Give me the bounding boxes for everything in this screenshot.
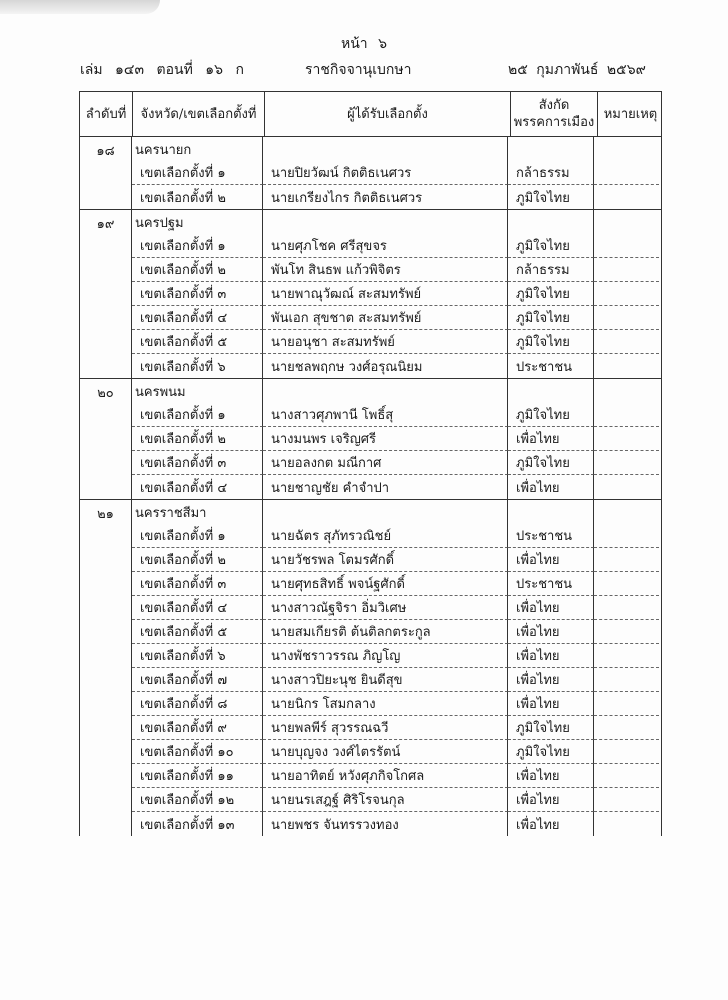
member-name: นายชาญชัย คำจำปา [263, 475, 508, 499]
party-name: เพื่อไทย [508, 596, 594, 620]
party-name: เพื่อไทย [508, 692, 594, 716]
empty-cell [80, 548, 132, 572]
note-cell [594, 451, 659, 475]
scan-shadow [0, 0, 160, 14]
table-row [80, 740, 661, 764]
district-cell: เขตเลือกตั้งที่ ๑ [132, 161, 263, 185]
gazette-date: ๒๕ กุมภาพันธ์ ๒๕๖๙ [508, 62, 646, 78]
table-row [80, 668, 661, 692]
header-province: จังหวัด/เขตเลือกตั้งที่ [133, 92, 265, 136]
table-row [80, 524, 661, 548]
table-row [80, 234, 661, 258]
member-name: นายนิกร โสมกลาง [263, 692, 508, 716]
district-cell: เขตเลือกตั้งที่ ๔ [132, 306, 263, 330]
member-name: นายวัชรพล โตมรศักดิ์ [263, 548, 508, 572]
empty-cell [80, 740, 132, 764]
province-name: นครปฐม [132, 210, 263, 234]
member-name: นางมนพร เจริญศรี [263, 427, 508, 451]
party-name: เพื่อไทย [508, 644, 594, 668]
province-group [80, 137, 661, 210]
empty-cell [80, 451, 132, 475]
province-name: นครพนม [132, 379, 263, 403]
gazette-volume: เล่ม ๑๔๓ ตอนที่ ๑๖ ก [80, 62, 244, 78]
table-row [80, 692, 661, 716]
party-name: ภูมิใจไทย [508, 716, 594, 740]
party-name: ประชาชน [508, 572, 594, 596]
province-group [80, 210, 661, 379]
province-name: นครนายก [132, 137, 263, 161]
empty-cell [594, 379, 659, 403]
district-cell: เขตเลือกตั้งที่ ๑ [132, 234, 263, 258]
member-name: พันโท สินธพ แก้วพิจิตร [263, 258, 508, 282]
table-row [80, 210, 661, 234]
district-cell: เขตเลือกตั้งที่ ๓ [132, 451, 263, 475]
member-name: นายพชร จันทรรวงทอง [263, 812, 508, 836]
note-cell [594, 572, 659, 596]
note-cell [594, 644, 659, 668]
province-name: นครราชสีมา [132, 500, 263, 524]
member-name: นายอนุชา สะสมทรัพย์ [263, 330, 508, 354]
table-row [80, 258, 661, 282]
district-cell: เขตเลือกตั้งที่ ๕ [132, 620, 263, 644]
member-name: นางสาวศุภพานี โพธิ์สุ [263, 403, 508, 427]
district-cell: เขตเลือกตั้งที่ ๓ [132, 282, 263, 306]
elected-members-table [79, 91, 662, 836]
note-cell [594, 692, 659, 716]
note-cell [594, 524, 659, 548]
table-row [80, 306, 661, 330]
gazette-title: ราชกิจจานุเบกษา [305, 62, 412, 78]
district-cell: เขตเลือกตั้งที่ ๑๒ [132, 788, 263, 812]
empty-cell [508, 500, 594, 524]
empty-cell [80, 764, 132, 788]
empty-cell [80, 572, 132, 596]
note-cell [594, 330, 659, 354]
header-order: ลำดับที่ [80, 92, 133, 136]
party-name: ภูมิใจไทย [508, 282, 594, 306]
empty-cell [263, 210, 508, 234]
empty-cell [80, 596, 132, 620]
note-cell [594, 161, 659, 185]
empty-cell [80, 524, 132, 548]
empty-cell [80, 330, 132, 354]
district-cell: เขตเลือกตั้งที่ ๘ [132, 692, 263, 716]
empty-cell [508, 210, 594, 234]
party-name: ประชาชน [508, 524, 594, 548]
party-name: ภูมิใจไทย [508, 234, 594, 258]
party-name: ภูมิใจไทย [508, 403, 594, 427]
empty-cell [80, 812, 132, 836]
party-name: ภูมิใจไทย [508, 185, 594, 209]
table-row [80, 620, 661, 644]
party-name: เพื่อไทย [508, 548, 594, 572]
district-cell: เขตเลือกตั้งที่ ๙ [132, 716, 263, 740]
district-cell: เขตเลือกตั้งที่ ๑ [132, 403, 263, 427]
note-cell [594, 185, 659, 209]
party-name: กล้าธรรม [508, 161, 594, 185]
district-cell: เขตเลือกตั้งที่ ๖ [132, 644, 263, 668]
header-elected: ผู้ได้รับเลือกตั้ง [265, 92, 511, 136]
empty-cell [80, 282, 132, 306]
empty-cell [80, 668, 132, 692]
note-cell [594, 620, 659, 644]
page-number: หน้า ๖ [341, 36, 387, 52]
empty-cell [263, 500, 508, 524]
member-name: นายสมเกียรติ ต้นติลกตระกูล [263, 620, 508, 644]
note-cell [594, 548, 659, 572]
district-cell: เขตเลือกตั้งที่ ๔ [132, 596, 263, 620]
table-row [80, 282, 661, 306]
table-row [80, 644, 661, 668]
district-cell: เขตเลือกตั้งที่ ๑๑ [132, 764, 263, 788]
empty-cell [508, 137, 594, 161]
note-cell [594, 475, 659, 499]
note-cell [594, 403, 659, 427]
note-cell [594, 596, 659, 620]
district-cell: เขตเลือกตั้งที่ ๒ [132, 548, 263, 572]
party-name: เพื่อไทย [508, 812, 594, 836]
member-name: นายอาทิตย์ หวังศุภกิจโกศล [263, 764, 508, 788]
member-name: นายนรเสฎฐ์ ศิริโรจนกุล [263, 788, 508, 812]
party-name: เพื่อไทย [508, 620, 594, 644]
district-cell: เขตเลือกตั้งที่ ๒ [132, 185, 263, 209]
member-name: นายอลงกต มณีกาศ [263, 451, 508, 475]
empty-cell [508, 379, 594, 403]
table-row [80, 475, 661, 499]
province-group [80, 500, 661, 836]
district-cell: เขตเลือกตั้งที่ ๑๓ [132, 812, 263, 836]
note-cell [594, 282, 659, 306]
note-cell [594, 812, 659, 836]
table-row [80, 812, 661, 836]
table-row [80, 451, 661, 475]
member-name: พันเอก สุขชาต สะสมทรัพย์ [263, 306, 508, 330]
table-row [80, 330, 661, 354]
member-name: นายฉัตร สุภัทรวณิชย์ [263, 524, 508, 548]
member-name: นายปิยวัฒน์ กิตติธเนศวร [263, 161, 508, 185]
table-row [80, 788, 661, 812]
header-note: หมายเหตุ [603, 106, 658, 122]
empty-cell [80, 258, 132, 282]
note-cell [594, 354, 659, 378]
table-row [80, 354, 661, 378]
party-name: เพื่อไทย [508, 475, 594, 499]
member-name: นายศุภโชค ศรีสุขจร [263, 234, 508, 258]
member-name: นางสาวณัฐจิรา อิ่มวิเศษ [263, 596, 508, 620]
table-row [80, 379, 661, 403]
member-name: นายพาณุวัฒณ์ สะสมทรัพย์ [263, 282, 508, 306]
empty-cell [263, 379, 508, 403]
member-name: นางสาวปิยะนุช ยินดีสุข [263, 668, 508, 692]
party-name: ประชาชน [508, 354, 594, 378]
party-name: ภูมิใจไทย [508, 330, 594, 354]
note-cell [594, 716, 659, 740]
table-row [80, 161, 661, 185]
member-name: นายบุญจง วงศ์ไตรรัตน์ [263, 740, 508, 764]
table-row [80, 185, 661, 209]
note-cell [594, 427, 659, 451]
party-name: เพื่อไทย [508, 788, 594, 812]
order-number: ๒๐ [80, 379, 132, 403]
empty-cell [263, 137, 508, 161]
empty-cell [80, 354, 132, 378]
empty-cell [80, 161, 132, 185]
table-row [80, 596, 661, 620]
header-party: สังกัด พรรคการเมือง [511, 92, 598, 136]
order-number: ๑๘ [80, 137, 132, 161]
note-cell [594, 764, 659, 788]
empty-cell [594, 210, 659, 234]
empty-cell [80, 692, 132, 716]
empty-cell [80, 427, 132, 451]
empty-cell [80, 716, 132, 740]
party-name: ภูมิใจไทย [508, 306, 594, 330]
table-row [80, 427, 661, 451]
member-name: นายชลพฤกษ วงศ์อรุณนิยม [263, 354, 508, 378]
note-cell [594, 668, 659, 692]
district-cell: เขตเลือกตั้งที่ ๑๐ [132, 740, 263, 764]
party-name: เพื่อไทย [508, 764, 594, 788]
member-name: นายพลพีร์ สุวรรณฉวี [263, 716, 508, 740]
note-cell [594, 258, 659, 282]
member-name: นางพัชราวรรณ ภิญโญ [263, 644, 508, 668]
district-cell: เขตเลือกตั้งที่ ๓ [132, 572, 263, 596]
district-cell: เขตเลือกตั้งที่ ๕ [132, 330, 263, 354]
order-number: ๑๙ [80, 210, 132, 234]
table-body [80, 137, 661, 836]
party-name: ภูมิใจไทย [508, 740, 594, 764]
table-row [80, 500, 661, 524]
district-cell: เขตเลือกตั้งที่ ๔ [132, 475, 263, 499]
party-name: กล้าธรรม [508, 258, 594, 282]
party-name: เพื่อไทย [508, 427, 594, 451]
table-row [80, 572, 661, 596]
district-cell: เขตเลือกตั้งที่ ๖ [132, 354, 263, 378]
table-row [80, 764, 661, 788]
table-row [80, 137, 661, 161]
empty-cell [80, 306, 132, 330]
member-name: นายศุทธสิทธิ์ พจน์ฐศักดิ์ [263, 572, 508, 596]
district-cell: เขตเลือกตั้งที่ ๑ [132, 524, 263, 548]
empty-cell [80, 403, 132, 427]
empty-cell [80, 234, 132, 258]
note-cell [594, 234, 659, 258]
empty-cell [80, 644, 132, 668]
table-row [80, 548, 661, 572]
province-group [80, 379, 661, 500]
party-name: ภูมิใจไทย [508, 451, 594, 475]
note-cell [594, 306, 659, 330]
table-row [80, 716, 661, 740]
member-name: นายเกรียงไกร กิตติธเนศวร [263, 185, 508, 209]
district-cell: เขตเลือกตั้งที่ ๒ [132, 258, 263, 282]
district-cell: เขตเลือกตั้งที่ ๗ [132, 668, 263, 692]
empty-cell [80, 620, 132, 644]
empty-cell [594, 137, 659, 161]
empty-cell [80, 185, 132, 209]
empty-cell [80, 788, 132, 812]
empty-cell [594, 500, 659, 524]
order-number: ๒๑ [80, 500, 132, 524]
table-row [80, 403, 661, 427]
empty-cell [80, 475, 132, 499]
note-cell [594, 788, 659, 812]
table-header [80, 92, 661, 137]
party-name: เพื่อไทย [508, 668, 594, 692]
district-cell: เขตเลือกตั้งที่ ๒ [132, 427, 263, 451]
note-cell [594, 740, 659, 764]
